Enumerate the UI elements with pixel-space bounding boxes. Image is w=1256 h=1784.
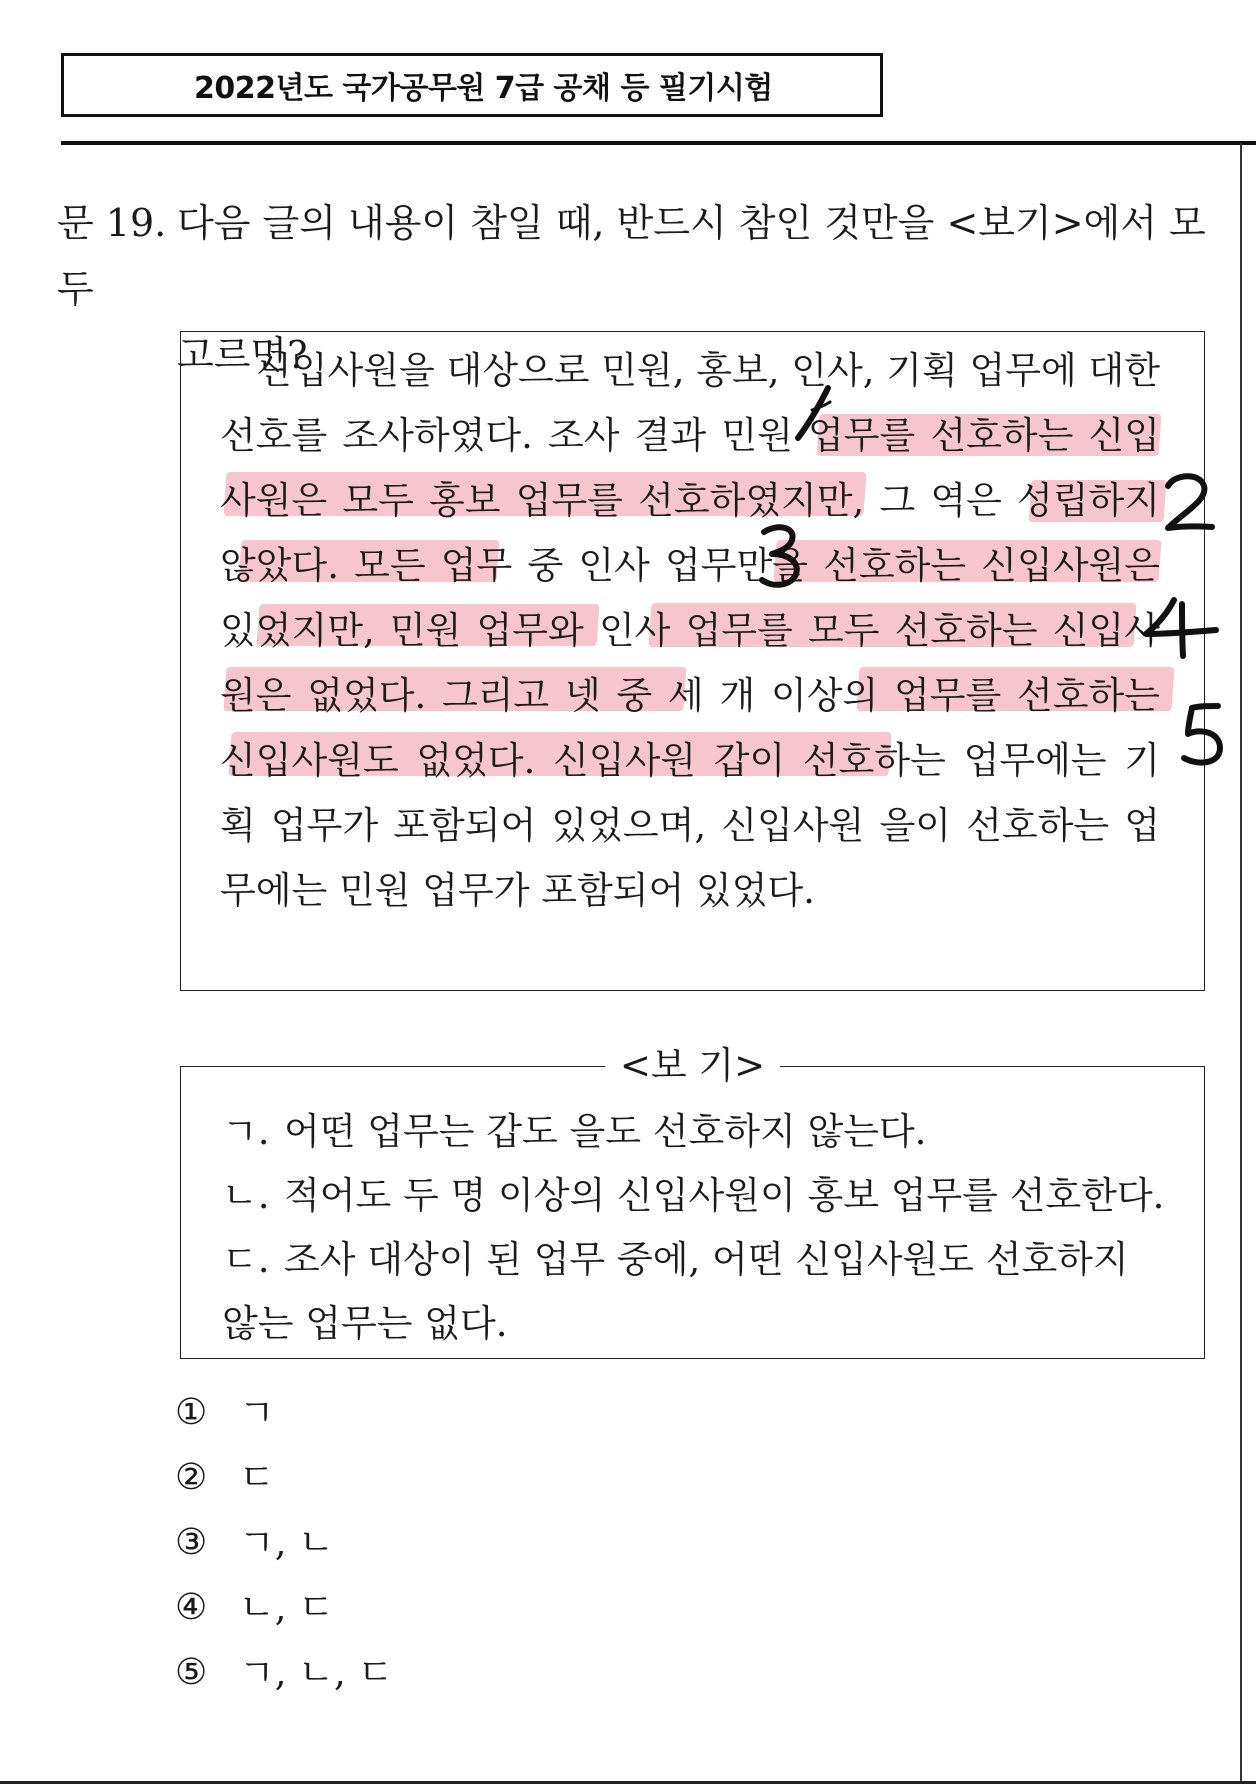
answer-option-1[interactable] [175, 1380, 393, 1445]
header-divider [61, 141, 1256, 145]
bogi-item-mark: ㄷ. [222, 1238, 270, 1281]
exam-header-box [61, 53, 883, 117]
bogi-item-digeut [222, 1228, 1182, 1292]
option-number: ② [175, 1457, 208, 1498]
bogi-item-text-continued: 않는 업무는 없다. [222, 1302, 508, 1345]
option-text: ㄷ [239, 1456, 275, 1499]
bogi-item-text: 어떤 업무는 갑도 을도 선호하지 않는다. [284, 1110, 927, 1153]
bogi-item-text: 적어도 두 명 이상의 신입사원이 홍보 업무를 선호한다. [284, 1174, 1165, 1217]
answer-option-2[interactable] [175, 1445, 393, 1510]
exam-title: 2022년도 국가공무원 7급 공채 등 필기시험 [194, 71, 773, 106]
option-number: ④ [175, 1587, 208, 1628]
option-number: ⑤ [175, 1652, 208, 1693]
option-number: ① [175, 1392, 208, 1433]
bogi-item-nieun [222, 1164, 1182, 1228]
passage-text [220, 338, 1160, 923]
answer-options [175, 1380, 393, 1705]
option-number: ③ [175, 1522, 208, 1563]
option-text: ㄱ [239, 1391, 275, 1434]
option-text: ㄱ, ㄴ, ㄷ [239, 1651, 394, 1694]
bogi-title: <보 기> [605, 1042, 780, 1090]
bogi-item-giyeok [222, 1100, 1182, 1164]
question-text-line2: 고르면? [177, 333, 308, 377]
answer-option-5[interactable] [175, 1640, 393, 1705]
passage-body: 신입사원을 대상으로 민원, 홍보, 인사, 기획 업무에 대한 선호를 조사하였다. 조사 결과 민원 업무를 선호하는 신입사원은 모두 홍보 업무를 선호하였지만, 그 역은 성립하지 않았다. 모든 업무 중 인사 업무만을 선호하는 신입사원은 있었지만, 민원 업무와 인사 업무를 모두 선호하는 신입사원은 없었다. 그리고 넷 중 세 개 이상의 업무를 선호하는 신입사원도 없었다. 신입사원 갑이 선호하는 업무에는 기획 업무가 포함되어 있었으며, 신입사원 을이 선호하는 업무에는 민원 업무가 포함되어 있었다. [220, 349, 1160, 912]
answer-option-4[interactable] [175, 1575, 393, 1640]
bogi-item-mark: ㄱ. [222, 1110, 270, 1153]
option-text: ㄱ, ㄴ [239, 1521, 335, 1564]
bogi-item-mark: ㄴ. [222, 1174, 270, 1217]
bogi-items [222, 1100, 1182, 1356]
option-text: ㄴ, ㄷ [239, 1586, 335, 1629]
question-number: 문 19. [57, 201, 167, 245]
answer-option-3[interactable] [175, 1510, 393, 1575]
column-divider [1240, 143, 1242, 1784]
bogi-item-text: 조사 대상이 된 업무 중에, 어떤 신입사원도 선호하지 [284, 1238, 1129, 1281]
question-text-line1: 다음 글의 내용이 참일 때, 반드시 참인 것만을 <보기>에서 모두 [57, 201, 1206, 311]
